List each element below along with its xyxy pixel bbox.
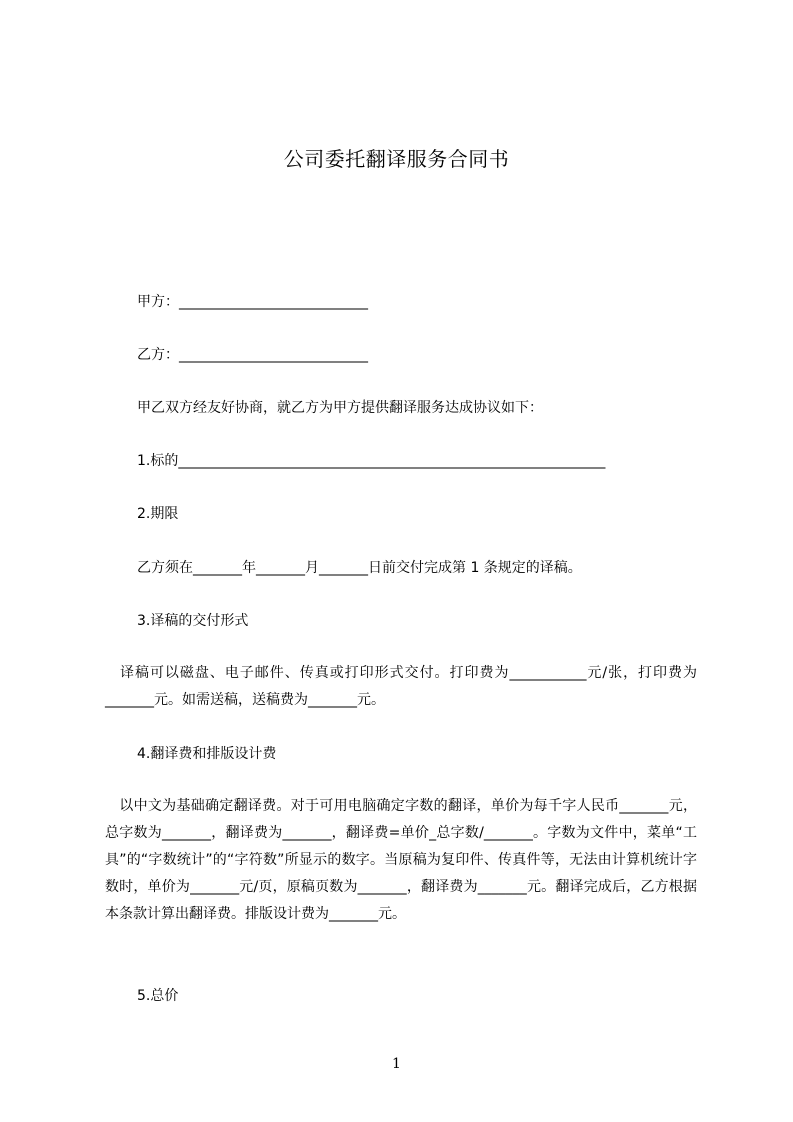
party-b-line: 乙方：___________________________ [137, 347, 368, 363]
section-5-heading: 5.总价 [137, 988, 179, 1004]
document-title: 公司委托翻译服务合同书 [283, 147, 510, 171]
intro-paragraph: 甲乙双方经友好协商，就乙方为甲方提供翻译服务达成协议如下： [137, 400, 543, 416]
section-3-body [105, 660, 697, 714]
section-1-heading: 1.标的_____________________________________________________________ [137, 453, 606, 469]
section-2-heading: 2.期限 [137, 506, 179, 522]
section-4-heading: 4.翻译费和排版设计费 [137, 746, 277, 762]
page-number: 1 [392, 1056, 401, 1072]
section-4-body [105, 793, 697, 928]
section-3-heading: 3.译稿的交付形式 [137, 613, 249, 629]
section-3-body-text: 译稿可以磁盘、电子邮件、传真或打印形式交付。打印费为___________元/张，打印费为_______元。如需送稿，送稿费为_______元。 [105, 665, 697, 708]
party-a-line: 甲方：___________________________ [137, 294, 368, 310]
section-4-body-text: 以中文为基础确定翻译费。对于可用电脑确定字数的翻译，单价为每千字人民币_______元，总字数为_______，翻译费为_______，翻译费=单价_总字数/_______。字数为文件中，菜单“工具”的“字数统计”的“字符数”所显示的数字。当原稿为复印件、传真件等，无法由计算机统计字数时，单价为_______元/页，原稿页数为_______，翻译费为_______元。翻译完成后，乙方根据本条款计算出翻译费。排版设计费为_______元。 [105, 798, 697, 922]
section-2-body: 乙方须在_______年_______月_______日前交付完成第 1 条规定的译稿。 [137, 560, 582, 576]
